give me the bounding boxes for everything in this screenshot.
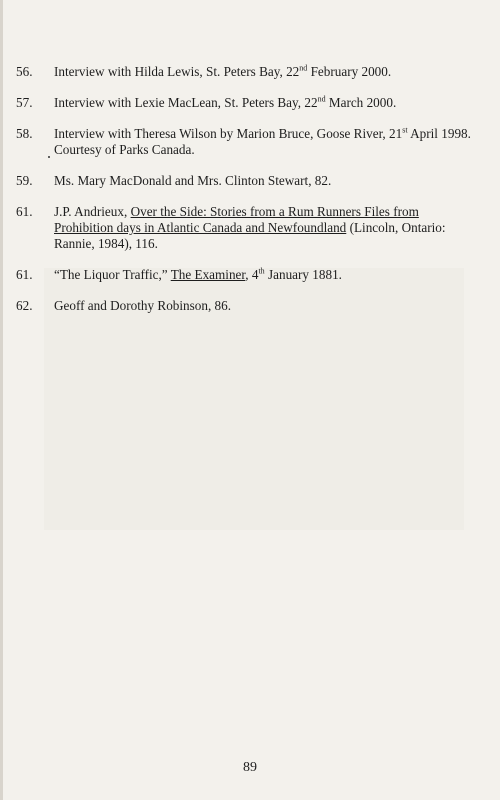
endnote-text bbox=[54, 126, 476, 158]
page-number: 89 bbox=[243, 760, 257, 775]
endnote-item bbox=[16, 204, 476, 252]
ordinal-suffix: nd bbox=[299, 63, 308, 73]
endnote-item bbox=[16, 298, 476, 314]
endnote-number: 57. bbox=[16, 95, 33, 110]
endnote-text-run: Interview with Hilda Lewis, St. Peters Bay, 22 bbox=[54, 64, 300, 79]
endnote-item bbox=[16, 126, 476, 158]
print-speck bbox=[48, 156, 50, 158]
endnote-number: 61. bbox=[16, 267, 33, 282]
endnote-text bbox=[54, 204, 476, 252]
endnote-text-run: Geoff and Dorothy Robinson, 86. bbox=[54, 298, 232, 313]
ordinal-suffix: st bbox=[402, 125, 408, 135]
endnote-text-run: Ms. Mary MacDonald and Mrs. Clinton Stewart, 82. bbox=[54, 173, 332, 188]
endnote-text-run: Interview with Theresa Wilson by Marion Bruce, Goose River, 21 bbox=[54, 126, 403, 141]
endnote-text-run: February 2000. bbox=[307, 64, 392, 79]
underlined-title: The Examiner bbox=[170, 267, 246, 282]
endnote-item bbox=[16, 267, 476, 283]
endnote-item bbox=[16, 95, 476, 111]
endnote-text-run: (Lincoln, Ontario: Rannie, 1984), 116. bbox=[54, 220, 446, 251]
endnote-text-run: March 2000. bbox=[325, 95, 397, 110]
endnote-text-run: , 4 bbox=[245, 267, 259, 282]
endnote-text-run: J.P. Andrieux, bbox=[54, 204, 131, 219]
endnote-number: 61. bbox=[16, 204, 33, 219]
endnote-text bbox=[54, 173, 476, 189]
endnote-text-run: Interview with Lexie MacLean, St. Peters Bay, 22 bbox=[54, 95, 318, 110]
endnote-text bbox=[54, 95, 476, 111]
endnote-number: 56. bbox=[16, 64, 33, 79]
page-edge bbox=[0, 0, 3, 800]
endnote-text bbox=[54, 64, 476, 80]
endnote-text-run: April 1998. Courtesy of Parks Canada. bbox=[54, 126, 471, 157]
ordinal-suffix: th bbox=[258, 266, 265, 276]
endnotes-list bbox=[16, 64, 476, 329]
endnote-text-run: January 1881. bbox=[264, 267, 342, 282]
endnote-number: 62. bbox=[16, 298, 33, 313]
underlined-title: Over the Side: Stories from a Rum Runners Files from Prohibition days in Atlantic Canada and Newfoundland bbox=[54, 204, 419, 235]
endnote-text-run: “The Liquor Traffic,” bbox=[54, 267, 171, 282]
endnote-item bbox=[16, 173, 476, 189]
ordinal-suffix: nd bbox=[317, 94, 326, 104]
endnote-text bbox=[54, 267, 476, 283]
endnote-text bbox=[54, 298, 476, 314]
endnote-item bbox=[16, 64, 476, 80]
endnote-number: 58. bbox=[16, 126, 33, 141]
endnote-number: 59. bbox=[16, 173, 33, 188]
